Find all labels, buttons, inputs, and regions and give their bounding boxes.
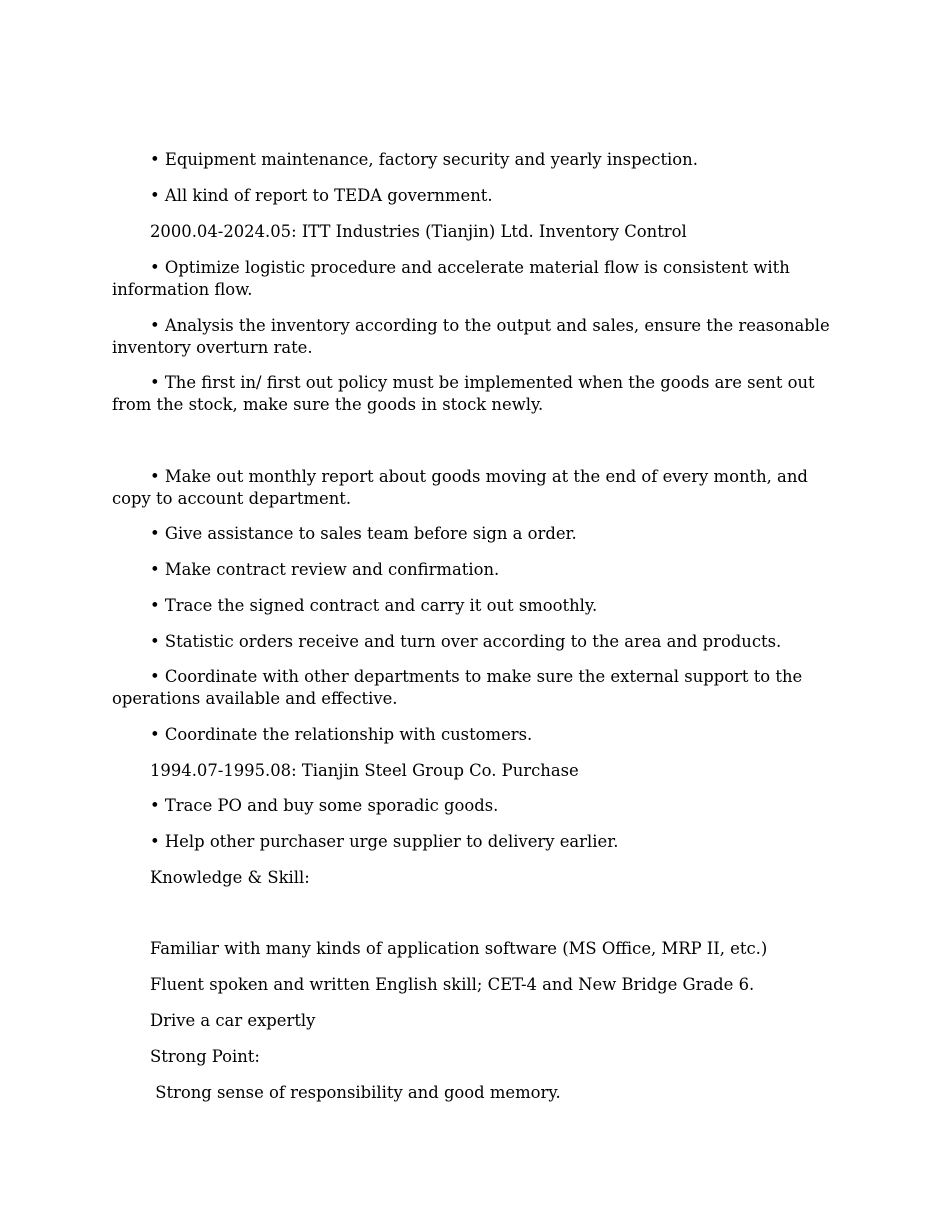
job-heading-tianjin-steel: 1994.07-1995.08: Tianjin Steel Group Co. Purchase: [150, 761, 579, 780]
duty-monthly-report: • Make out monthly report about goods moving at the end of every month, and copy to account department.: [112, 467, 808, 508]
strong-point-text: Strong sense of responsibility and good memory.: [150, 1083, 561, 1102]
duty-coordinate-departments: • Coordinate with other departments to make sure the external support to the operations available and effective.: [112, 667, 803, 708]
duty-help-purchaser: • Help other purchaser urge supplier to delivery earlier.: [150, 832, 619, 851]
skill-software: Familiar with many kinds of application software (MS Office, MRP II, etc.): [150, 939, 768, 958]
duty-customer-relationship: • Coordinate the relationship with customers.: [150, 725, 533, 744]
job-heading-itt: 2000.04-2024.05: ITT Industries (Tianjin) Ltd. Inventory Control: [150, 222, 687, 241]
duty-statistic-orders: • Statistic orders receive and turn over according to the area and products.: [150, 632, 782, 651]
duty-fifo-policy: • The first in/ first out policy must be implemented when the goods are sent out from the stock, make sure the goods in stock newly.: [112, 373, 815, 414]
duty-sales-assistance: • Give assistance to sales team before sign a order.: [150, 524, 577, 543]
duty-trace-po: • Trace PO and buy some sporadic goods.: [150, 796, 499, 815]
duty-inventory-analysis: • Analysis the inventory according to the output and sales, ensure the reasonable inventory overturn rate.: [112, 316, 830, 357]
duty-equipment-maintenance: • Equipment maintenance, factory security and yearly inspection.: [150, 150, 698, 169]
duty-optimize-logistics: • Optimize logistic procedure and accelerate material flow is consistent with information flow.: [112, 258, 790, 299]
duty-contract-review: • Make contract review and confirmation.: [150, 560, 500, 579]
duty-trace-contract: • Trace the signed contract and carry it out smoothly.: [150, 596, 598, 615]
duty-teda-report: • All kind of report to TEDA government.: [150, 186, 493, 205]
section-heading-knowledge-skill: Knowledge & Skill:: [150, 868, 310, 887]
section-heading-strong-point: Strong Point:: [150, 1047, 260, 1066]
skill-driving: Drive a car expertly: [150, 1011, 316, 1030]
skill-english: Fluent spoken and written English skill; CET-4 and New Bridge Grade 6.: [150, 975, 755, 994]
